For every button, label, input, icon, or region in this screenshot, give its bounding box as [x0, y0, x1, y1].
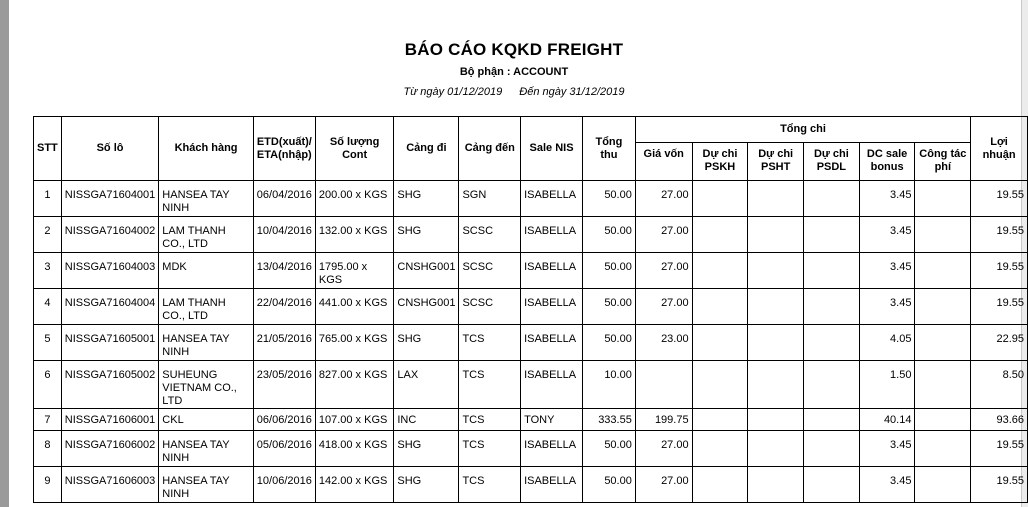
cell-ctp — [915, 217, 971, 253]
table-row — [34, 289, 1028, 325]
cell-khach-hang: HANSEA TAY NINH — [159, 325, 254, 361]
table-row — [34, 181, 1028, 217]
cell-etd: 06/04/2016 — [253, 181, 315, 217]
cell-loi-nhuan: 19.55 — [971, 289, 1028, 325]
cell-psdl — [804, 325, 860, 361]
cell-so-lo: NISSGA71604002 — [61, 217, 159, 253]
cell-so-lo: NISSGA71605001 — [61, 325, 159, 361]
header-cang-di: Cảng đi — [394, 117, 459, 181]
cell-etd: 10/04/2016 — [253, 217, 315, 253]
header-du-chi-psdl: Dự chi PSDL — [804, 143, 860, 181]
cell-cang-den: TCS — [459, 467, 521, 503]
cell-so-lo: NISSGA71606001 — [61, 409, 159, 431]
cell-stt: 5 — [34, 325, 62, 361]
cell-psht — [748, 467, 804, 503]
table-row — [34, 409, 1028, 431]
cell-pskh — [692, 325, 748, 361]
cell-gia-von: 27.00 — [635, 181, 692, 217]
cell-cang-den: TCS — [459, 431, 521, 467]
cell-so-lo: NISSGA71604001 — [61, 181, 159, 217]
cell-dc-sale: 3.45 — [859, 289, 915, 325]
cell-cang-den: TCS — [459, 325, 521, 361]
header-sale-nis: Sale NIS — [521, 117, 583, 181]
cell-tong-thu: 50.00 — [583, 289, 636, 325]
table-row — [34, 431, 1028, 467]
cell-tong-thu: 10.00 — [583, 361, 636, 409]
cell-stt: 8 — [34, 431, 62, 467]
cell-pskh — [692, 253, 748, 289]
cell-khach-hang: LAM THANH CO., LTD — [159, 217, 254, 253]
date-from: Từ ngày 01/12/2019 — [403, 86, 503, 98]
cell-so-lo: NISSGA71606002 — [61, 431, 159, 467]
cell-cang-di: SHG — [394, 181, 459, 217]
cell-so-luong: 132.00 x KGS — [315, 217, 394, 253]
cell-stt: 1 — [34, 181, 62, 217]
cell-psht — [748, 289, 804, 325]
cell-dc-sale: 3.45 — [859, 217, 915, 253]
cell-loi-nhuan: 19.55 — [971, 253, 1028, 289]
cell-psht — [748, 181, 804, 217]
cell-cang-di: SHG — [394, 431, 459, 467]
cell-loi-nhuan: 19.55 — [971, 467, 1028, 503]
cell-gia-von: 27.00 — [635, 431, 692, 467]
cell-psdl — [804, 181, 860, 217]
cell-khach-hang: LAM THANH CO., LTD — [159, 289, 254, 325]
cell-sale: ISABELLA — [521, 431, 583, 467]
table-row — [34, 253, 1028, 289]
cell-ctp — [915, 289, 971, 325]
cell-etd: 22/04/2016 — [253, 289, 315, 325]
header-stt: STT — [34, 117, 62, 181]
cell-so-luong: 827.00 x KGS — [315, 361, 394, 409]
report-title: BÁO CÁO KQKD FREIGHT — [404, 40, 624, 59]
cell-ctp — [915, 409, 971, 431]
header-cang-den: Cảng đến — [459, 117, 521, 181]
header-cong-tac-phi: Công tác phí — [915, 143, 971, 181]
cell-gia-von: 23.00 — [635, 325, 692, 361]
header-khach-hang: Khách hàng — [159, 117, 254, 181]
header-so-luong-cont: Số lượng Cont — [315, 117, 394, 181]
cell-psdl — [804, 467, 860, 503]
cell-sale: ISABELLA — [521, 325, 583, 361]
cell-psdl — [804, 409, 860, 431]
cell-stt: 3 — [34, 253, 62, 289]
cell-khach-hang: HANSEA TAY NINH — [159, 431, 254, 467]
cell-so-luong: 441.00 x KGS — [315, 289, 394, 325]
cell-psht — [748, 361, 804, 409]
cell-psdl — [804, 217, 860, 253]
cell-so-luong: 765.00 x KGS — [315, 325, 394, 361]
cell-psht — [748, 325, 804, 361]
cell-loi-nhuan: 19.55 — [971, 181, 1028, 217]
cell-stt: 9 — [34, 467, 62, 503]
cell-cang-di: SHG — [394, 467, 459, 503]
cell-so-lo: NISSGA71605002 — [61, 361, 159, 409]
cell-psht — [748, 217, 804, 253]
cell-psdl — [804, 361, 860, 409]
cell-pskh — [692, 409, 748, 431]
cell-ctp — [915, 253, 971, 289]
cell-sale: ISABELLA — [521, 217, 583, 253]
cell-dc-sale: 40.14 — [859, 409, 915, 431]
cell-dc-sale: 1.50 — [859, 361, 915, 409]
cell-etd: 23/05/2016 — [253, 361, 315, 409]
cell-psdl — [804, 289, 860, 325]
cell-psdl — [804, 253, 860, 289]
cell-pskh — [692, 361, 748, 409]
cell-cang-den: SGN — [459, 181, 521, 217]
header-dc-sale-bonus: DC sale bonus — [859, 143, 915, 181]
cell-stt: 6 — [34, 361, 62, 409]
cell-pskh — [692, 181, 748, 217]
cell-loi-nhuan: 8.50 — [971, 361, 1028, 409]
cell-cang-di: SHG — [394, 217, 459, 253]
header-du-chi-psht: Dự chi PSHT — [748, 143, 804, 181]
cell-khach-hang: HANSEA TAY NINH — [159, 467, 254, 503]
report-table — [33, 116, 1028, 503]
cell-etd: 06/06/2016 — [253, 409, 315, 431]
header-etd-eta: ETD(xuất)/ ETA(nhập) — [253, 117, 315, 181]
cell-sale: ISABELLA — [521, 253, 583, 289]
cell-cang-di: INC — [394, 409, 459, 431]
cell-loi-nhuan: 19.55 — [971, 431, 1028, 467]
cell-gia-von: 27.00 — [635, 467, 692, 503]
cell-tong-thu: 50.00 — [583, 217, 636, 253]
cell-stt: 2 — [34, 217, 62, 253]
cell-dc-sale: 3.45 — [859, 467, 915, 503]
cell-ctp — [915, 325, 971, 361]
header-tong-thu: Tổng thu — [583, 117, 636, 181]
cell-cang-di: CNSHG001 — [394, 253, 459, 289]
cell-etd: 10/06/2016 — [253, 467, 315, 503]
header-du-chi-pskh: Dự chi PSKH — [692, 143, 748, 181]
header-gia-von: Giá vốn — [635, 143, 692, 181]
report-department: Bộ phận : ACCOUNT — [459, 66, 569, 78]
cell-cang-den: TCS — [459, 409, 521, 431]
cell-pskh — [692, 217, 748, 253]
cell-stt: 4 — [34, 289, 62, 325]
cell-etd: 21/05/2016 — [253, 325, 315, 361]
table-body — [34, 181, 1028, 503]
cell-tong-thu: 50.00 — [583, 253, 636, 289]
cell-tong-thu: 50.00 — [583, 325, 636, 361]
cell-gia-von: 27.00 — [635, 217, 692, 253]
header-so-lo: Số lô — [61, 117, 159, 181]
cell-ctp — [915, 431, 971, 467]
cell-gia-von: 27.00 — [635, 289, 692, 325]
date-to: Đến ngày 31/12/2019 — [519, 86, 625, 98]
table-row — [34, 467, 1028, 503]
cell-cang-di: SHG — [394, 325, 459, 361]
cell-etd: 13/04/2016 — [253, 253, 315, 289]
cell-loi-nhuan: 22.95 — [971, 325, 1028, 361]
cell-so-lo: NISSGA71604003 — [61, 253, 159, 289]
cell-khach-hang: CKL — [159, 409, 254, 431]
cell-sale: ISABELLA — [521, 467, 583, 503]
cell-sale: ISABELLA — [521, 361, 583, 409]
cell-tong-thu: 50.00 — [583, 431, 636, 467]
cell-so-lo: NISSGA71604004 — [61, 289, 159, 325]
cell-pskh — [692, 289, 748, 325]
cell-stt: 7 — [34, 409, 62, 431]
report-date-range — [0, 86, 1028, 98]
cell-so-luong: 107.00 x KGS — [315, 409, 394, 431]
cell-cang-den: SCSC — [459, 217, 521, 253]
cell-cang-den: SCSC — [459, 253, 521, 289]
header-loi-nhuan: Lợi nhuận — [971, 117, 1028, 181]
cell-ctp — [915, 467, 971, 503]
cell-loi-nhuan: 19.55 — [971, 217, 1028, 253]
cell-dc-sale: 4.05 — [859, 325, 915, 361]
cell-tong-thu: 50.00 — [583, 467, 636, 503]
table-header — [34, 117, 1028, 181]
cell-ctp — [915, 181, 971, 217]
cell-so-lo: NISSGA71606003 — [61, 467, 159, 503]
cell-psht — [748, 253, 804, 289]
cell-khach-hang: HANSEA TAY NINH — [159, 181, 254, 217]
cell-pskh — [692, 467, 748, 503]
cell-ctp — [915, 361, 971, 409]
cell-cang-di: LAX — [394, 361, 459, 409]
cell-so-luong: 200.00 x KGS — [315, 181, 394, 217]
cell-tong-thu: 333.55 — [583, 409, 636, 431]
cell-gia-von — [635, 361, 692, 409]
cell-sale: ISABELLA — [521, 289, 583, 325]
table-row — [34, 325, 1028, 361]
cell-pskh — [692, 431, 748, 467]
table-row — [34, 217, 1028, 253]
cell-tong-thu: 50.00 — [583, 181, 636, 217]
cell-psdl — [804, 431, 860, 467]
header-tong-chi: Tổng chi — [635, 117, 970, 143]
cell-khach-hang: MDK — [159, 253, 254, 289]
cell-psht — [748, 409, 804, 431]
cell-psht — [748, 431, 804, 467]
cell-cang-den: TCS — [459, 361, 521, 409]
cell-dc-sale: 3.45 — [859, 253, 915, 289]
cell-etd: 05/06/2016 — [253, 431, 315, 467]
table-row — [34, 361, 1028, 409]
cell-so-luong: 418.00 x KGS — [315, 431, 394, 467]
cell-dc-sale: 3.45 — [859, 431, 915, 467]
cell-cang-di: CNSHG001 — [394, 289, 459, 325]
cell-cang-den: SCSC — [459, 289, 521, 325]
cell-sale: ISABELLA — [521, 181, 583, 217]
cell-sale: TONY — [521, 409, 583, 431]
cell-gia-von: 27.00 — [635, 253, 692, 289]
cell-dc-sale: 3.45 — [859, 181, 915, 217]
cell-khach-hang: SUHEUNG VIETNAM CO., LTD — [159, 361, 254, 409]
cell-gia-von: 199.75 — [635, 409, 692, 431]
cell-so-luong: 142.00 x KGS — [315, 467, 394, 503]
cell-loi-nhuan: 93.66 — [971, 409, 1028, 431]
cell-so-luong: 1795.00 x KGS — [315, 253, 394, 289]
